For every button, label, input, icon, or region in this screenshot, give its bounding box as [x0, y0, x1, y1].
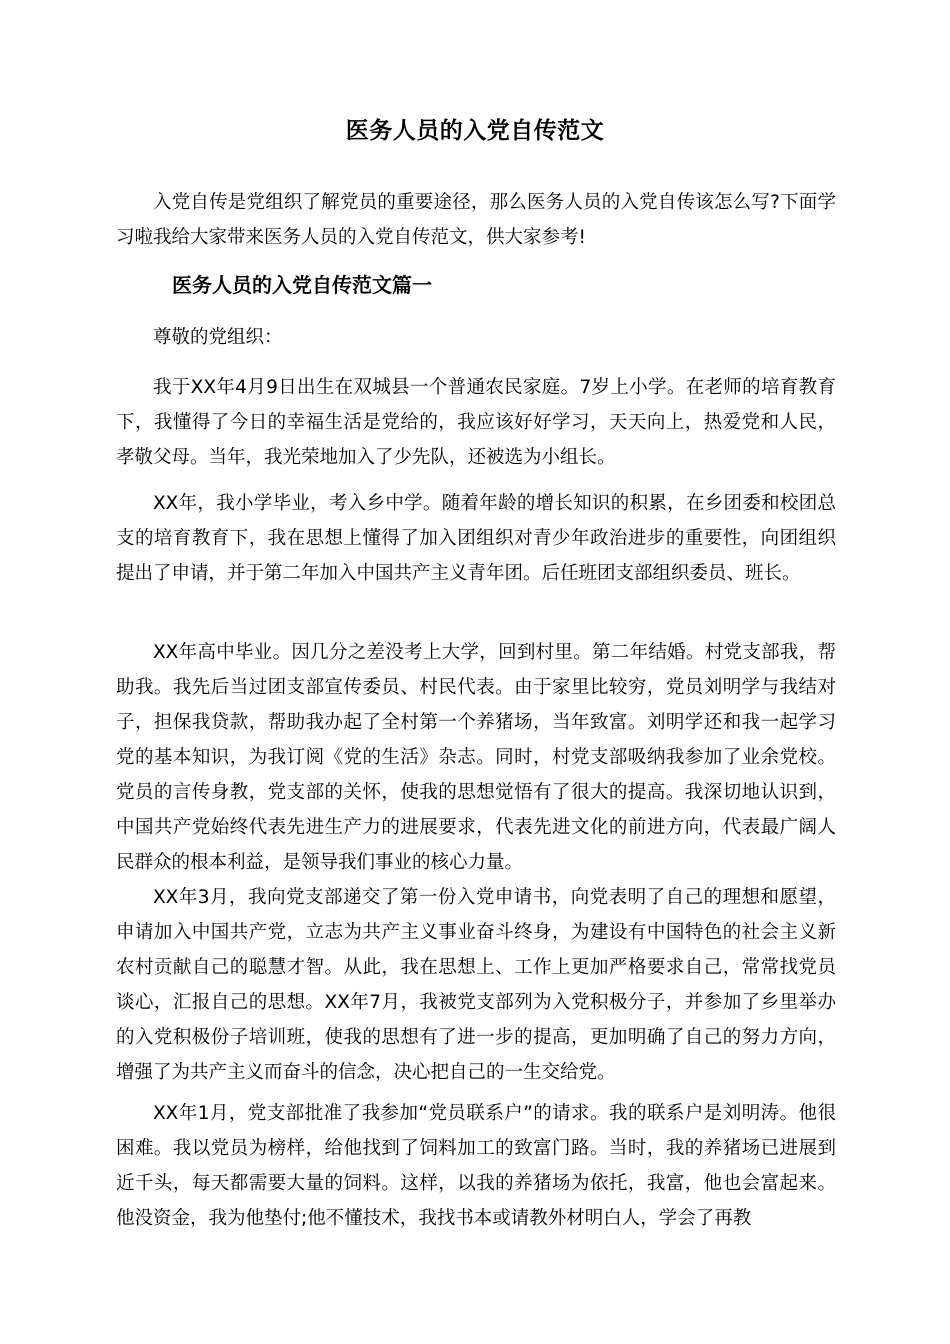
body-paragraph: XX年1月，党支部批准了我参加“党员联系户”的请求。我的联系户是刘明涛。他很困难。我以党员为榜样，给他找到了饲料加工的致富门路。当时，我的养猪场已进展到近千头，每天都需要大量的饲料。这样，以我的养猪场为依托，我富，他也会富起来。他没资金，我为他垫付;他不懂技术，我找书本或请教外材明白人，学会了再教 [116, 1103, 836, 1229]
section-heading: 医务人员的入党自传范文篇一 [172, 273, 432, 297]
body-paragraph: XX年高中毕业。因几分之差没考上大学，回到村里。第二年结婚。村党支部我，帮助我。我先后当过团支部宣传委员、村民代表。由于家里比较穷，党员刘明学与我结对子，担保我贷款，帮助我办起了全村第一个养猪场，当年致富。刘明学还和我一起学习党的基本知识，为我订阅《党的生活》杂志。同时，村党支部吸纳我参加了业余党校。党员的言传身教，党支部的关怀，使我的思想觉悟有了很大的提高。我深切地认识到，中国共产党始终代表先进生产力的进展要求，代表先进文化的前进方向，代表最广阔人民群众的根本利益，是领导我们事业的核心力量。 [116, 642, 836, 873]
body-paragraph: XX年3月，我向党支部递交了第一份入党申请书，向党表明了自己的理想和愿望，申请加入中国共产党，立志为共产主义事业奋斗终身，为建设有中国特色的社会主义新农村贡献自己的聪慧才智。从此，我在思想上、工作上更加严格要求自己，常常找党员谈心，汇报自己的思想。XX年7月，我被党支部列为入党积极分子，并参加了乡里举办的入党积极份子培训班，使我的思想有了进一步的提高，更加明确了自己的努力方向，增强了为共产主义而奋斗的信念，决心把自己的一生交给党。 [116, 887, 836, 1083]
salutation: 尊敬的党组织： [153, 327, 283, 348]
body-paragraph: 我于XX年4月9日出生在双城县一个普通农民家庭。7岁上小学。在老师的培育教育下，我懂得了今日的幸福生活是党给的，我应该好好学习，天天向上，热爱党和人民，孝敬父母。当年，我光荣地加入了少先队，还被选为小组长。 [116, 377, 836, 468]
intro-paragraph: 入党自传是党组织了解党员的重要途径，那么医务人员的入党自传该怎么写?下面学习啦我给大家带来医务人员的入党自传范文，供大家参考! [116, 192, 836, 248]
body-paragraph: XX年，我小学毕业，考入乡中学。随着年龄的增长知识的积累，在乡团委和校团总支的培育教育下，我在思想上懂得了加入团组织对青少年政治进步的重要性，向团组织提出了申请，并于第二年加入中国共产主义青年团。后任班团支部组织委员、班长。 [116, 493, 836, 584]
document-title: 医务人员的入党自传范文 [345, 118, 605, 144]
